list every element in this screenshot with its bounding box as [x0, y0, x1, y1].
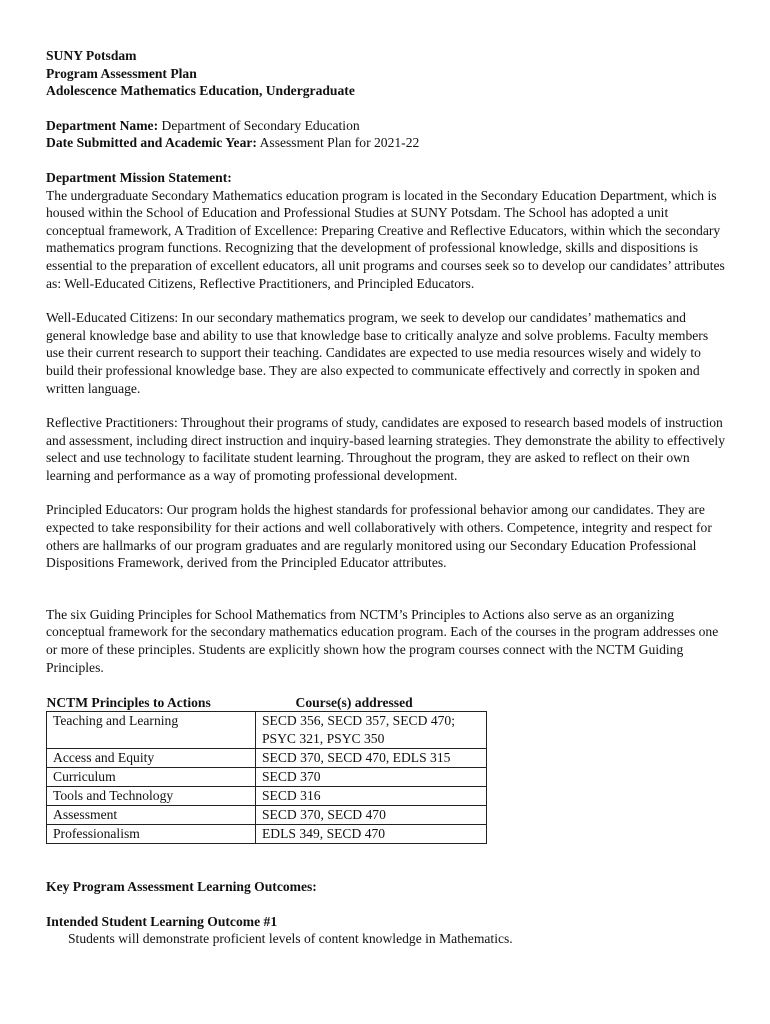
courses-cell: SECD 370, SECD 470, EDLS 315	[256, 749, 487, 768]
document-header	[46, 47, 726, 100]
principle-cell: Access and Equity	[47, 749, 256, 768]
outcomes-section	[46, 878, 726, 948]
slo1-heading: Intended Student Learning Outcome #1	[46, 913, 278, 929]
mission-paragraph: The undergraduate Secondary Mathematics education program is located in the Secondary Education Department, which is housed within the School of Education and Professional Studies at SUNY Potsdam. The School has adopted a unit conceptual framework, A Tradition of Excellence: Preparing Creative and Reflective Educators, within which the secondary mathematics program functions. Recognizing that the development of professional knowledge, skills and dispositions is essential to the preparation of excellent educators, all unit programs and courses seek so to develop our candidates’ attributes as: Well-Educated Citizens, Reflective Practitioners, and Principled Educators.	[46, 187, 725, 291]
table-header-row	[47, 693, 487, 712]
mission-section	[46, 169, 726, 676]
courses-cell: SECD 370	[256, 768, 487, 787]
nctm-paragraph: The six Guiding Principles for School Mathematics from NCTM’s Principles to Actions also serve as an organizing conceptual framework for the secondary mathematics education program. Each of the courses in the program addresses one or more of these principles. Students are explicitly shown how the program courses connect with the NCTM Guiding Principles.	[46, 606, 719, 675]
table-row	[47, 825, 487, 844]
well-educated-citizens-paragraph: Well-Educated Citizens: In our secondary mathematics program, we seek to develop our candidates’ mathematics and general knowledge base and ability to use that knowledge base to critically analyze and solve problems. Faculty members use their current research to support their teaching. Candidates are expected to use media resources wisely and widely to build their professional knowledge base. They are also expected to communicate effectively and correctly in spoken and written language.	[46, 310, 709, 396]
mission-heading: Department Mission Statement:	[46, 169, 232, 185]
table-row	[47, 768, 487, 787]
table-header-courses: Course(s) addressed	[295, 694, 413, 710]
principled-educators-paragraph: Principled Educators: Our program holds the highest standards for professional behavior among our candidates. They are expected to take responsibility for their actions and well collaboratively with others. Competence, integrity and respect for others are hallmarks of our program graduates and are regularly monitored using our Secondary Education Professional Dispositions Framework, derived from the Principled Educator attributes.	[46, 502, 712, 571]
principle-cell: Curriculum	[47, 768, 256, 787]
meta-section	[46, 117, 726, 152]
table-row	[47, 712, 487, 749]
date-line	[46, 134, 726, 152]
date-value: Assessment Plan for 2021-22	[256, 135, 420, 151]
reflective-practitioners-paragraph: Reflective Practitioners: Throughout their programs of study, candidates are exposed to research based models of instruction and assessment, including direct instruction and inquiry-based learning strategies. They demonstrate the ability to effectively select and use technology to facilitate student learning. Throughout the program, they are asked to reflect on their own learning and performance as a way of promoting professional development.	[46, 415, 725, 483]
institution-name: SUNY Potsdam	[46, 48, 137, 63]
document-page	[46, 47, 726, 948]
department-value: Department of Secondary Education	[158, 117, 360, 133]
slo1-text: Students will demonstrate proficient levels of content knowledge in Mathematics.	[68, 931, 513, 947]
table-row	[47, 806, 487, 825]
courses-cell: SECD 316	[256, 787, 487, 806]
courses-cell: SECD 356, SECD 357, SECD 470; PSYC 321, PSYC 350	[256, 712, 487, 749]
courses-cell: EDLS 349, SECD 470	[256, 825, 487, 844]
program-name: Adolescence Mathematics Education, Undergraduate	[46, 83, 355, 99]
department-label: Department Name:	[46, 117, 159, 133]
table-row	[47, 749, 487, 768]
date-label: Date Submitted and Academic Year:	[46, 135, 257, 151]
courses-cell: SECD 370, SECD 470	[256, 806, 487, 825]
table-row	[47, 787, 487, 806]
outcomes-heading: Key Program Assessment Learning Outcomes:	[46, 879, 317, 895]
table-header-principles: NCTM Principles to Actions	[46, 694, 211, 710]
nctm-courses-table	[46, 693, 487, 844]
principle-cell: Assessment	[47, 806, 256, 825]
principle-cell: Tools and Technology	[47, 787, 256, 806]
department-line	[46, 117, 726, 135]
principle-cell: Teaching and Learning	[47, 712, 256, 749]
principle-cell: Professionalism	[47, 825, 256, 844]
document-title: Program Assessment Plan	[46, 65, 197, 81]
